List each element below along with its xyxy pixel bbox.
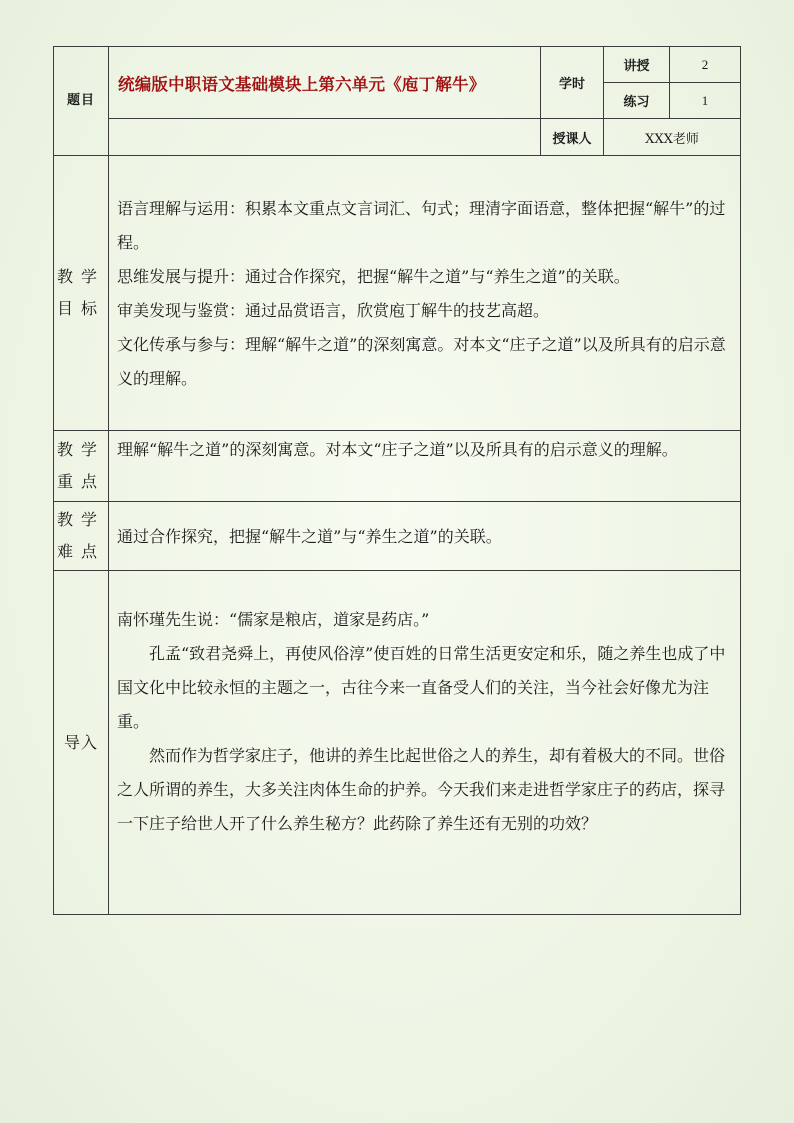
key-points-content [109,431,741,502]
difficulties-content [109,502,741,571]
goal-item: 语言理解与运用：积累本文重点文言词汇、句式；理清字面语意，整体把握“解牛”的过程。 [117,199,726,252]
lesson-plan-sheet [53,46,740,915]
header-row-3 [54,119,741,156]
practice-hours: 1 [670,83,741,119]
goal-item: 审美发现与鉴赏：通过品赏语言，欣赏庖丁解牛的技艺高超。 [117,301,550,320]
lecture-hours: 2 [670,47,741,83]
goals-row [54,156,741,431]
goals-label-line2: 目标 [56,299,105,318]
lesson-title: 统编版中职语文基础模块上第六单元《庖丁解牛》 [109,47,541,119]
teacher-name: XXX老师 [604,119,741,156]
goals-label-line1: 教学 [56,267,105,286]
goal-item: 思维发展与提升：通过合作探究，把握“解牛之道”与“养生之道”的关联。 [117,267,630,286]
title-spacer [109,119,541,156]
key-points-text: 理解“解牛之道”的深刻寓意。对本文“庄子之道”以及所具有的启示意义的理解。 [117,440,678,459]
introduction-paragraph: 然而作为哲学家庄子，他讲的养生比起世俗之人的养生，却有着极大的不同。世俗之人所谓的养生，大多关注肉体生命的护养。今天我们来走进哲学家庄子的药店，探寻一下庄子给世人开了什么养生秘方？此药除了养生还有无别的功效？ [117,746,726,833]
introduction-row [54,571,741,915]
introduction-paragraph: 南怀瑾先生说：“儒家是粮店，道家是药店。” [117,610,430,629]
lesson-plan-table [53,46,741,915]
difficulties-label [54,502,109,571]
goals-content [109,156,741,431]
key-points-label-line1: 教学 [56,440,105,459]
practice-label: 练习 [604,83,670,119]
key-points-label-line2: 重点 [56,472,105,491]
difficulties-label-line2: 难点 [56,542,105,561]
introduction-content [109,571,741,915]
lecture-label: 讲授 [604,47,670,83]
header-row-1 [54,47,741,83]
difficulties-label-line1: 教学 [56,510,105,529]
introduction-paragraph: 孔孟“致君尧舜上，再使风俗淳”使百姓的日常生活更安定和乐，随之养生也成了中国文化中比较永恒的主题之一，古往今来一直备受人们的关注，当今社会好像尤为注重。 [117,644,726,731]
difficulties-text: 通过合作探究，把握“解牛之道”与“养生之道”的关联。 [117,527,502,546]
hours-label: 学时 [541,47,604,119]
key-points-label [54,431,109,502]
topic-label: 题目 [54,47,109,156]
difficulties-row [54,502,741,571]
key-points-row [54,431,741,502]
teacher-label: 授课人 [541,119,604,156]
goal-item: 文化传承与参与：理解“解牛之道”的深刻寓意。对本文“庄子之道”以及所具有的启示意义的理解。 [117,335,726,388]
goals-label [54,156,109,431]
introduction-label: 导入 [54,571,109,915]
